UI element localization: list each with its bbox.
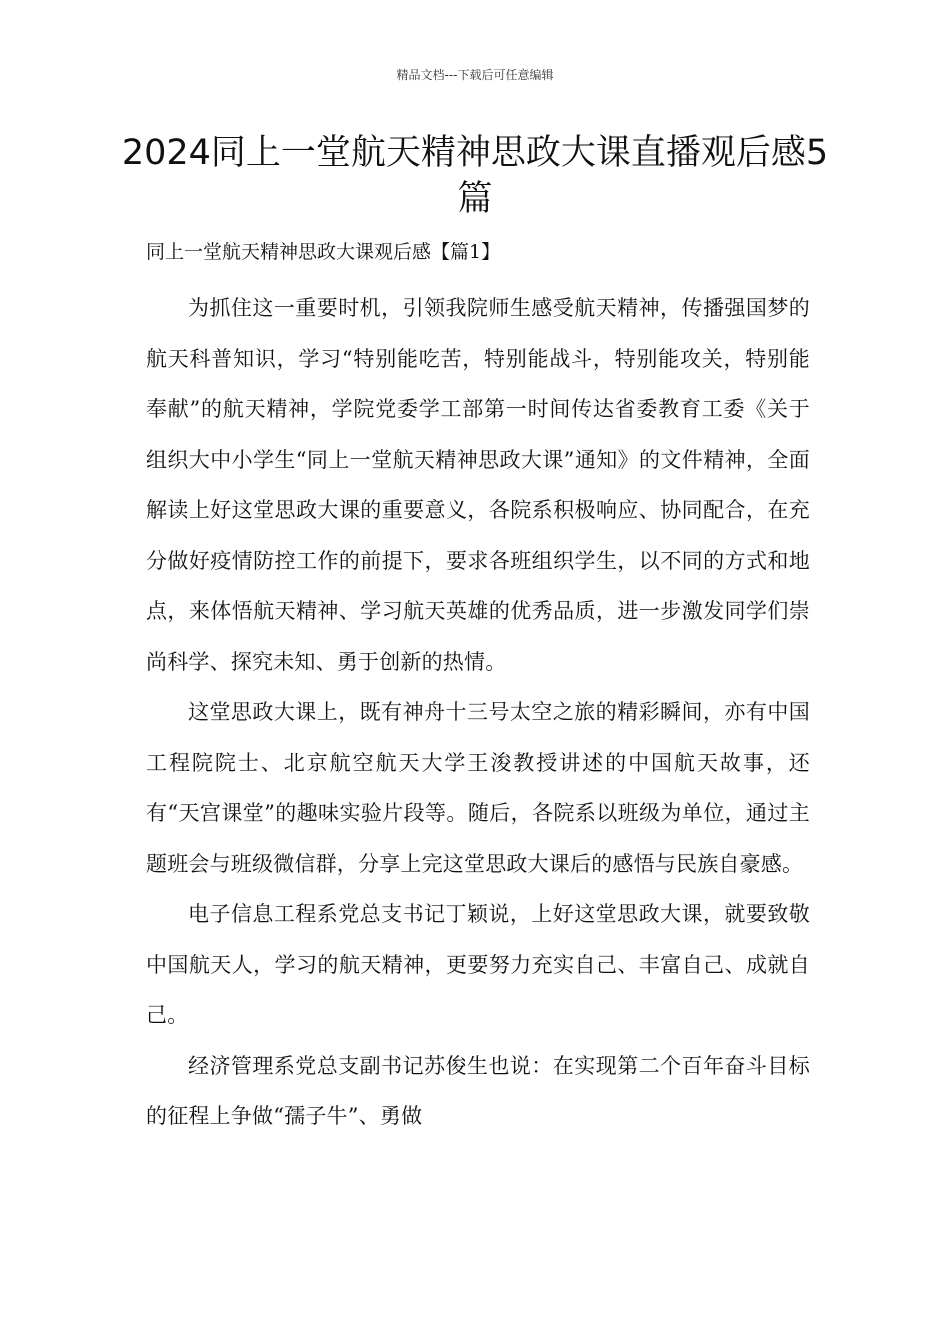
section-heading: 同上一堂航天精神思政大课观后感【篇1】: [146, 241, 501, 263]
document-title: 2024同上一堂航天精神思政大课直播观后感5篇: [121, 133, 829, 219]
paragraph-2: 这堂思政大课上，既有神舟十三号太空之旅的精彩瞬间，亦有中国工程院院士、北京航空航天大学王浚教授讲述的中国航天故事，还有“天宫课堂”的趣味实验片段等。随后，各院系以班级为单位，通过主题班会与班级微信群，分享上完这堂思政大课后的感悟与民族自豪感。: [146, 700, 810, 876]
header-note: 精品文档---下载后可任意编辑: [396, 68, 554, 82]
document-body: [146, 283, 810, 1142]
paragraph-1: 为抓住这一重要时机，引领我院师生感受航天精神，传播强国梦的航天科普知识，学习“特别能吃苦，特别能战斗，特别能攻关，特别能奉献”的航天精神，学院党委学工部第一时间传达省委教育工委《关于组织大中小学生“同上一堂航天精神思政大课”通知》的文件精神，全面解读上好这堂思政大课的重要意义，各院系积极响应、协同配合，在充分做好疫情防控工作的前提下，要求各班组织学生，以不同的方式和地点，来体悟航天精神、学习航天英雄的优秀品质，进一步激发同学们崇尚科学、探究未知、勇于创新的热情。: [146, 296, 810, 674]
paragraph-4: 经济管理系党总支副书记苏俊生也说：在实现第二个百年奋斗目标的征程上争做“孺子牛”、勇做: [146, 1053, 810, 1128]
paragraph-3: 电子信息工程系党总支书记丁颖说，上好这堂思政大课，就要致敬中国航天人，学习的航天精神，更要努力充实自己、丰富自己、成就自己。: [146, 902, 810, 1027]
